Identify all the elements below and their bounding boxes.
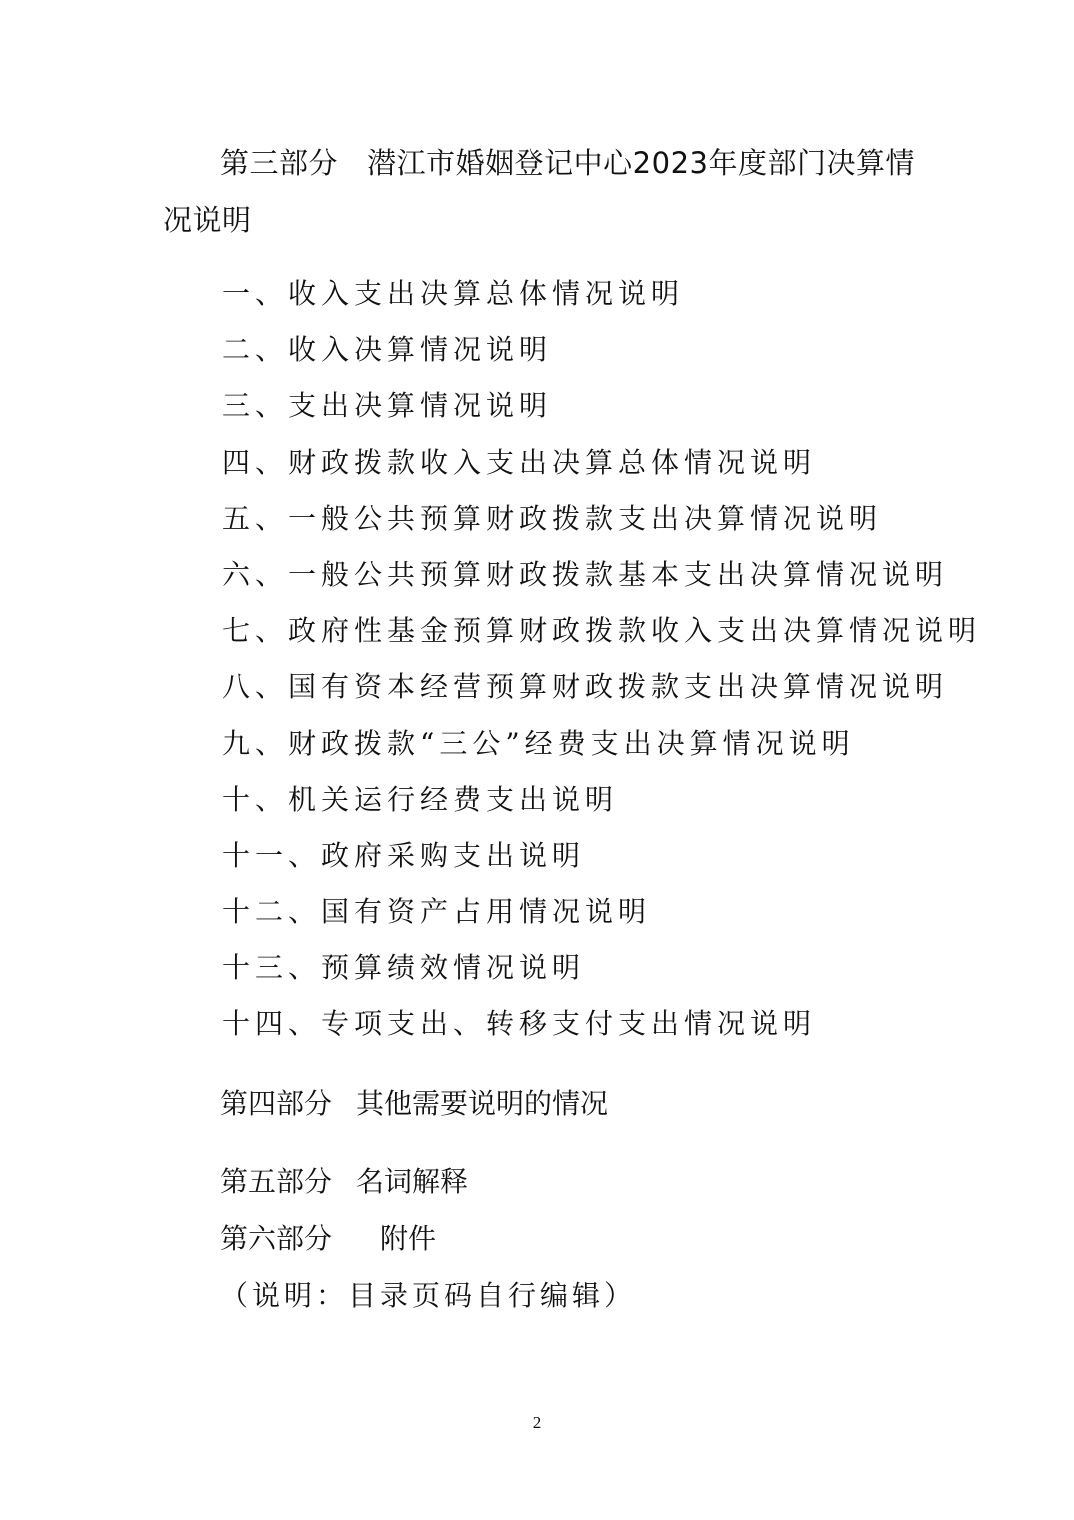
table-of-contents (222, 270, 981, 1057)
part6-title: 附件 (380, 1222, 437, 1255)
toc-item: 九、财政拨款“三公”经费支出决算情况说明 (222, 726, 855, 760)
part5-title: 名词解释 (356, 1165, 469, 1198)
toc-item: 二、收入决算情况说明 (222, 333, 553, 367)
part3-label: 第三部分 (220, 146, 339, 180)
toc-item: 十二、国有资产占用情况说明 (222, 895, 652, 929)
part3-heading (163, 135, 923, 249)
toc-item: 十一、政府采购支出说明 (222, 838, 586, 872)
page-number: 2 (532, 1413, 542, 1432)
toc-item: 一、收入支出决算总体情况说明 (222, 277, 685, 310)
part3-title: 潜江市婚姻登记中心2023年度部门决算情况说明 (163, 146, 915, 237)
toc-item: 四、财政拨款收入支出决算总体情况说明 (222, 445, 817, 479)
toc-item: 十四、专项支出、转移支付支出情况说明 (222, 1007, 817, 1041)
part6-label: 第六部分 (220, 1222, 333, 1255)
part6-heading (220, 1217, 436, 1257)
part5-heading (220, 1160, 468, 1200)
part4-title: 其他需要说明的情况 (356, 1087, 609, 1120)
toc-item: 十三、预算绩效情况说明 (222, 951, 586, 985)
toc-item: 八、国有资本经营预算财政拨款支出决算情况说明 (222, 670, 949, 704)
part4-label: 第四部分 (220, 1087, 333, 1120)
toc-item: 十、机关运行经费支出说明 (222, 782, 619, 816)
part5-label: 第五部分 (220, 1165, 333, 1198)
toc-item: 三、支出决算情况说明 (222, 389, 553, 423)
part4-heading (220, 1082, 608, 1122)
toc-item: 七、政府性基金预算财政拨款收入支出决算情况说明 (222, 614, 982, 648)
toc-item: 五、一般公共预算财政拨款支出决算情况说明 (222, 501, 883, 535)
toc-item: 六、一般公共预算财政拨款基本支出决算情况说明 (222, 557, 949, 591)
note-text: （说明：目录页码自行编辑） (220, 1279, 637, 1312)
